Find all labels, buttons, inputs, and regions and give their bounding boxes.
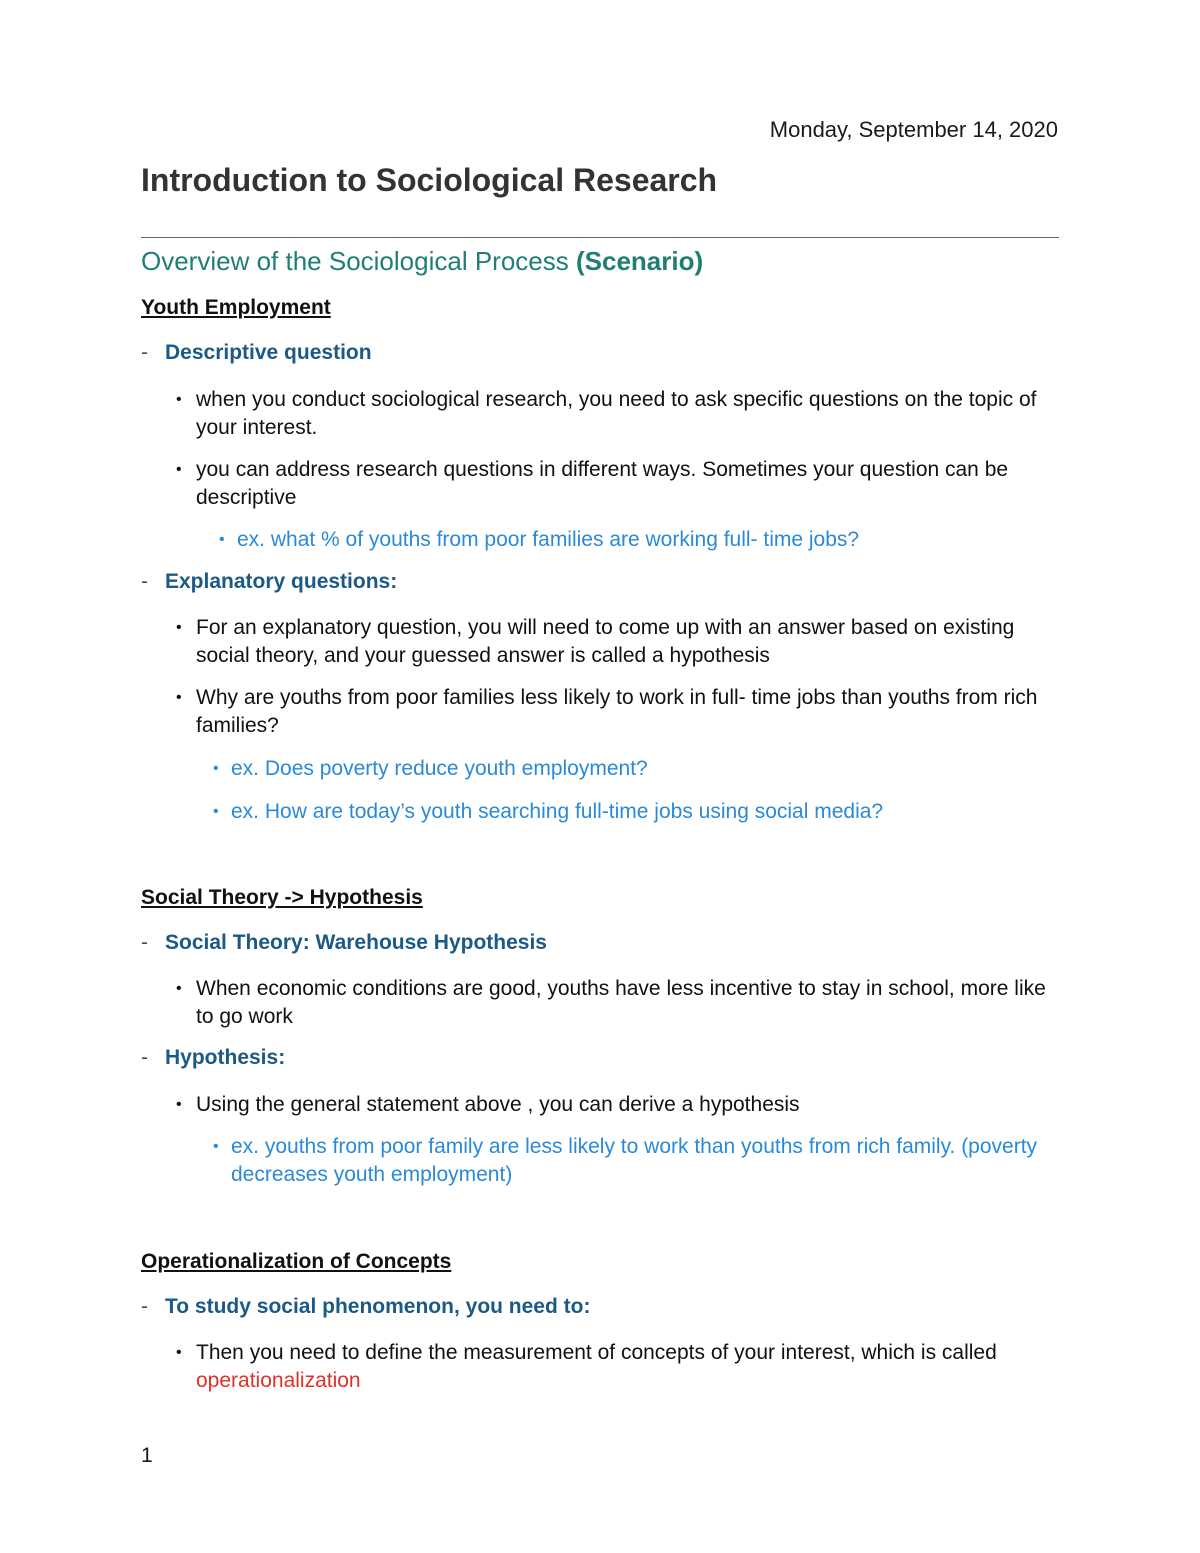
dash-item-explanatory [141,570,397,594]
bullet-text: Using the general statement above , you can derive a hypothesis [196,1093,800,1116]
section-heading [141,246,703,277]
dash-item-hypothesis [141,1046,285,1070]
section-heading-bold: (Scenario) [575,246,704,276]
bullet-icon: • [176,1344,182,1361]
example-text: ex. Does poverty reduce youth employment? [231,757,648,780]
dash-item-social-theory [141,931,547,955]
bullet-icon: • [176,1096,182,1113]
dash-icon: - [141,931,148,954]
dash-label: Social Theory: Warehouse Hypothesis [165,931,547,954]
example-text: ex. youths from poor family are less likely to work than youths from rich family. (poverty decreases youth employment) [231,1135,1038,1186]
dash-label: To study social phenomenon, you need to: [165,1295,591,1318]
example-item [213,1133,1071,1189]
bullet-icon: • [176,980,182,997]
bullet-text: when you conduct sociological research, you need to ask specific questions on the topic of your interest. [196,388,1037,439]
bullet-icon: • [176,689,182,706]
dash-label: Explanatory questions: [165,570,398,593]
dash-icon: - [141,570,148,593]
page-date: Monday, September 14, 2020 [769,117,1058,142]
bullet-item [176,684,1066,740]
bullet-item [176,975,1066,1031]
title-divider [141,237,1059,238]
subheading-youth-employment: Youth Employment [141,296,331,319]
dash-label: Hypothesis: [165,1046,286,1069]
example-item [219,526,1077,554]
example-text: ex. How are today’s youth searching full-time jobs using social media? [231,800,884,823]
bullet-item [176,386,1066,442]
bullet-icon: • [176,391,182,408]
example-text: ex. what % of youths from poor families are working full- time jobs? [237,528,860,551]
subheading-social-theory: Social Theory -> Hypothesis [141,886,423,909]
bullet-icon: • [213,760,219,777]
bullet-text: you can address research questions in different ways. Sometimes your question can be descriptive [196,458,1009,509]
bullet-text: Why are youths from poor families less likely to work in full- time jobs than youths from rich families? [196,686,1038,737]
bullet-item [176,1091,1066,1119]
bullet-item [176,1339,1066,1395]
dash-label: Descriptive question [165,341,372,364]
bullet-icon: • [219,531,225,548]
dash-icon: - [141,1295,148,1318]
bullet-text: Then you need to define the measurement of concepts of your interest, which is called [196,1341,997,1364]
dash-icon: - [141,1046,148,1069]
bullet-item [176,456,1066,512]
bullet-icon: • [176,619,182,636]
bullet-text: When economic conditions are good, youths have less incentive to stay in school, more like to go work [196,977,1046,1028]
example-item [213,755,1071,783]
dash-icon: - [141,341,148,364]
dash-item-descriptive [141,341,372,365]
bullet-item [176,614,1066,670]
section-heading-text: Overview of the Sociological Process [141,246,569,276]
page-title: Introduction to Sociological Research [141,162,718,198]
dash-item-study [141,1295,590,1319]
example-item [213,798,1071,826]
bullet-icon: • [213,1138,219,1155]
bullet-icon: • [213,803,219,820]
bullet-icon: • [176,461,182,478]
bullet-text: For an explanatory question, you will need to come up with an answer based on existing social theory, and your guessed answer is called a hypothesis [196,616,1015,667]
subheading-operationalization: Operationalization of Concepts [141,1250,452,1273]
page-number: 1 [141,1444,153,1467]
highlighted-term: operationalization [196,1369,361,1392]
